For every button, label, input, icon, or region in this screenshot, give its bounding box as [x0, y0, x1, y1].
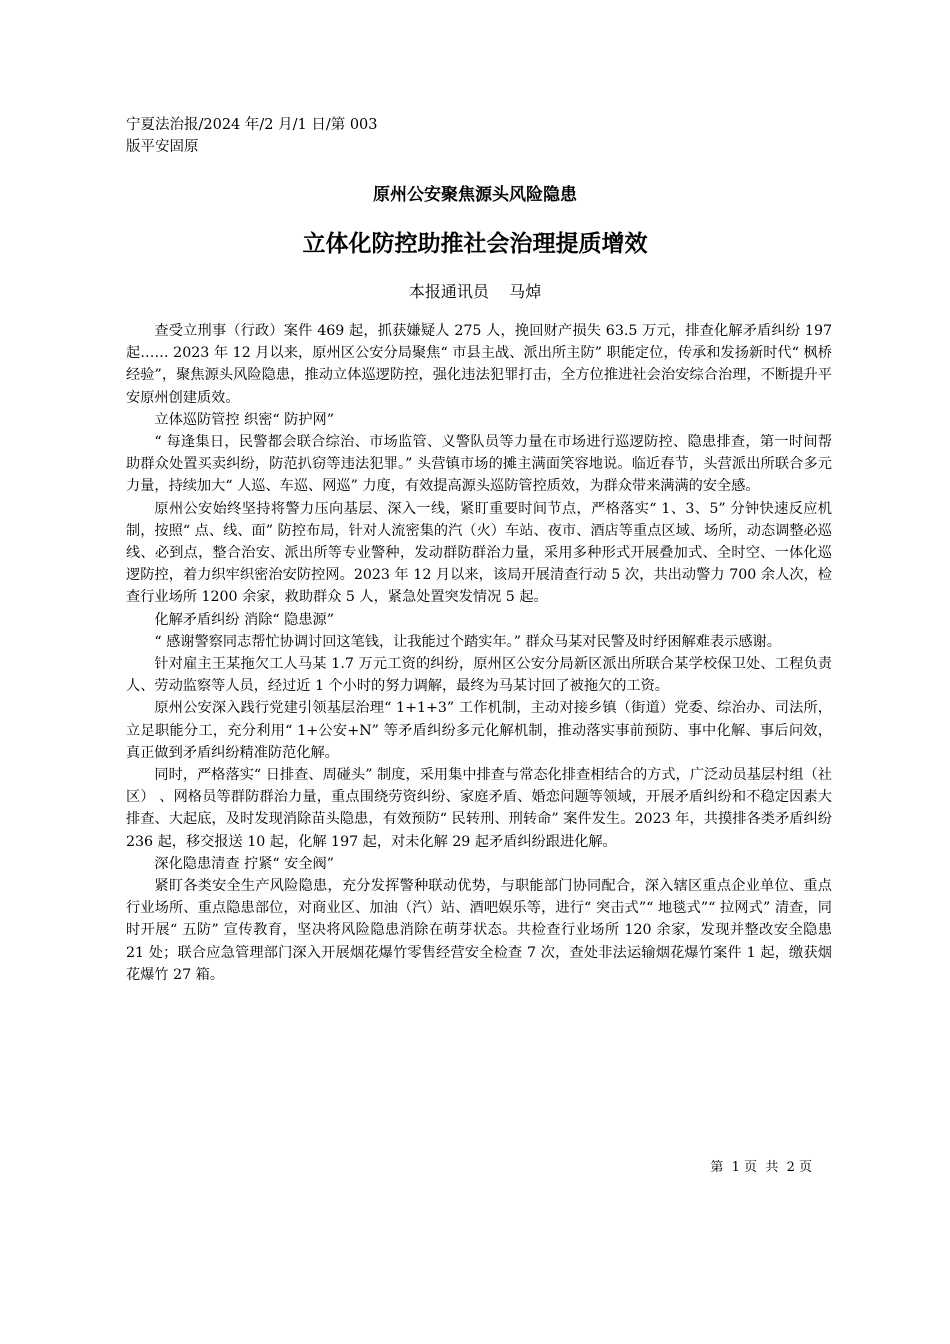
paragraph: 紧盯各类安全生产风险隐患，充分发挥警种联动优势，与职能部门协同配合，深入辖区重点企业单位、重点行业场所、重点隐患部位，对商业区、加油（汽）站、酒吧娱乐等，进行“ 突击式”“ 地毯式”“ 拉网式” 清查，同时开展“ 五防” 宣传教育，坚决将风险隐患消除在萌芽状态。共检查行业场所 120 余家，发现并整改安全隐患 21 处；联合应急管理部门深入开展烟花爆竹零售经营安全检查 7 次，查处非法运输烟花爆竹案件 1 起，缴获烟花爆竹 27 箱。 — [126, 878, 832, 983]
page-number: 第 1 页 共 2 页 — [710, 1160, 812, 1175]
section-heading-patrol: 立体巡防管控 织密“ 防护网” — [154, 411, 334, 428]
paragraph-intro: 查受立刑事（行政）案件 469 起，抓获嫌疑人 275 人，挽回财产损失 63.5 万元，排查化解矛盾纠纷 197 起…… 2023 年 12 月以来，原州区公安分局聚焦“ 市县主战、派出所主防” 职能定位，传承和发扬新时代“ 枫桥经验”，聚焦源头风险隐患，推动立体巡逻防控，强化违法犯罪打击，全方位推进社会治安综合治理，不断提升平安原州创建质效。 — [126, 323, 832, 406]
article-body — [126, 320, 832, 986]
article-subtitle: 原州公安聚焦源头风险隐患 — [373, 185, 577, 205]
section-heading-safety: 深化隐患清查 拧紧“ 安全阀” — [154, 855, 334, 872]
source-line-1: 宁夏法治报/2024 年/2 月/1 日/第 003 — [126, 117, 378, 133]
paragraph: “ 每逢集日，民警都会联合综治、市场监管、义警队员等力量在市场进行巡逻防控、隐患排查，第一时间帮助群众处置买卖纠纷，防范扒窃等违法犯罪。” 头营镇市场的摊主满面笑容地说。临近春节，头营派出所联合多元力量，持续加大“ 人巡、车巡、网巡” 力度，有效提高源头巡防管控质效，为群众带来满满的安全感。 — [126, 434, 832, 495]
source-line-2: 版平安固原 — [126, 139, 199, 155]
paragraph: 原州公安始终坚持将警力压向基层、深入一线，紧盯重要时间节点，严格落实“ 1、3、5” 分钟快速反应机制，按照“ 点、线、面” 防控布局，针对人流密集的汽（火）车站、夜市、酒店等重点区域、场所，动态调整必巡线、必到点，整合治安、派出所等专业警种，发动群防群治力量，采用多种形式开展叠加式、全时空、一体化巡逻防控，着力织牢织密治安防控网。2023 年 12 月以来，该局开展清查行动 5 次，共出动警力 700 余人次，检查行业场所 1200 余家，救助群众 5 人，紧急处置突发情况 5 起。 — [126, 500, 832, 606]
section-heading-disputes: 化解矛盾纠纷 消除“ 隐患源” — [154, 611, 334, 628]
paragraph: “ 感谢警察同志帮忙协调讨回这笔钱，让我能过个踏实年。” 群众马某对民警及时纾困解难表示感谢。 — [154, 633, 781, 650]
paragraph: 针对雇主王某拖欠工人马某 1.7 万元工资的纠纷，原州区公安分局新区派出所联合某学校保卫处、工程负责人、劳动监察等人员，经过近 1 个小时的努力调解，最终为马某讨回了被拖欠的工资。 — [126, 656, 832, 695]
article-byline: 本报通讯员 马焯 — [408, 282, 542, 301]
source-info — [126, 114, 426, 158]
article-title: 立体化防控助推社会治理提质增效 — [302, 231, 648, 257]
paragraph: 原州公安深入践行党建引领基层治理“ 1+1+3” 工作机制，主动对接乡镇（街道）党委、综治办、司法所，立足职能分工，充分利用“ 1+公安+N” 等矛盾纠纷多元化解机制，推动落实事前预防、事中化解、事后问效，真正做到矛盾纠纷精准防范化解。 — [126, 700, 832, 761]
paragraph: 同时，严格落实“ 日排查、周碰头” 制度，采用集中排查与常态化排查相结合的方式，广泛动员基层村组（社区） 、网格员等群防群治力量，重点围绕劳资纠纷、家庭矛盾、婚恋问题等领域，开展矛盾纠纷和不稳定因素大排查、大起底，及时发现消除苗头隐患，有效预防“ 民转刑、刑转命” 案件发生。2023 年，共摸排各类矛盾纠纷 236 起，移交报送 10 起，化解 197 起，对未化解 29 起矛盾纠纷跟进化解。 — [126, 767, 832, 850]
